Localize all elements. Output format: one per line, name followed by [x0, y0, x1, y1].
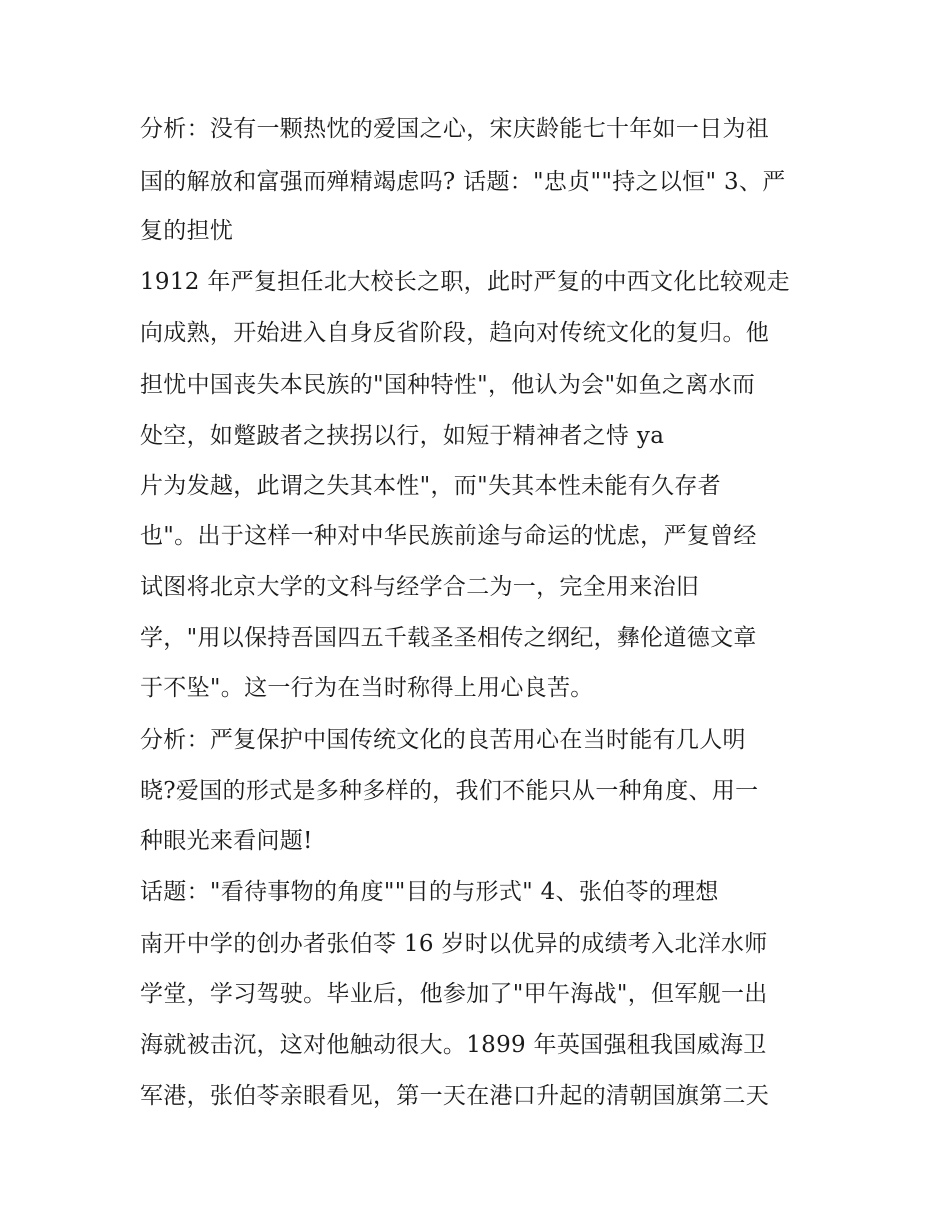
text-line: 学堂，学习驾驶。毕业后，他参加了"甲午海战"，但军舰一出: [140, 981, 768, 1007]
text-line: 种眼光来看问题!: [140, 828, 313, 854]
text-line: 片为发越，此谓之失其本性"，而"失其本性未能有久存者: [140, 473, 721, 499]
text-line: 学，"用以保持吾国四五千载圣圣相传之纲纪，彝伦道德文章: [140, 625, 757, 651]
text-line: 话题："看待事物的角度""目的与形式" 4、张伯苓的理想: [140, 879, 719, 905]
text-line: 于不坠"。这一行为在当时称得上用心良苦。: [140, 675, 594, 701]
text-line: 也"。出于这样一种对中华民族前途与命运的忧虑，严复曾经: [140, 523, 757, 549]
text-line: 担忧中国丧失本民族的"国种特性"，他认为会"如鱼之离水而: [140, 372, 756, 398]
text-line: 海就被击沉，这对他触动很大。1899 年英国强租我国威海卫: [140, 1032, 767, 1058]
text-line: 处空，如蹩跛者之挟拐以行，如短于精神者之恃 ya: [140, 423, 665, 449]
text-line: 晓?爱国的形式是多种多样的，我们不能只从一种角度、用一: [140, 778, 759, 804]
text-line: 1912 年严复担任北大校长之职，此时严复的中西文化比较观走: [140, 269, 790, 295]
text-line: 南开中学的创办者张伯苓 16 岁时以优异的成绩考入北洋水师: [140, 931, 768, 957]
text-line: 向成熟，开始进入自身反省阶段，趋向对传统文化的复归。他: [140, 320, 770, 346]
text-line: 国的解放和富强而殚精竭虑吗? 话题："忠贞""持之以恒" 3、严: [140, 169, 786, 195]
text-line: 分析：没有一颗热忱的爱国之心，宋庆龄能七十年如一日为祖: [140, 116, 770, 142]
text-line: 复的担忧: [140, 218, 234, 244]
text-line: 试图将北京大学的文科与经学合二为一，完全用来治旧: [140, 574, 700, 600]
text-line: 分析：严复保护中国传统文化的良苦用心在当时能有几人明: [140, 727, 746, 753]
text-line: 军港，张伯苓亲眼看见，第一天在港口升起的清朝国旗第二天: [140, 1083, 770, 1109]
